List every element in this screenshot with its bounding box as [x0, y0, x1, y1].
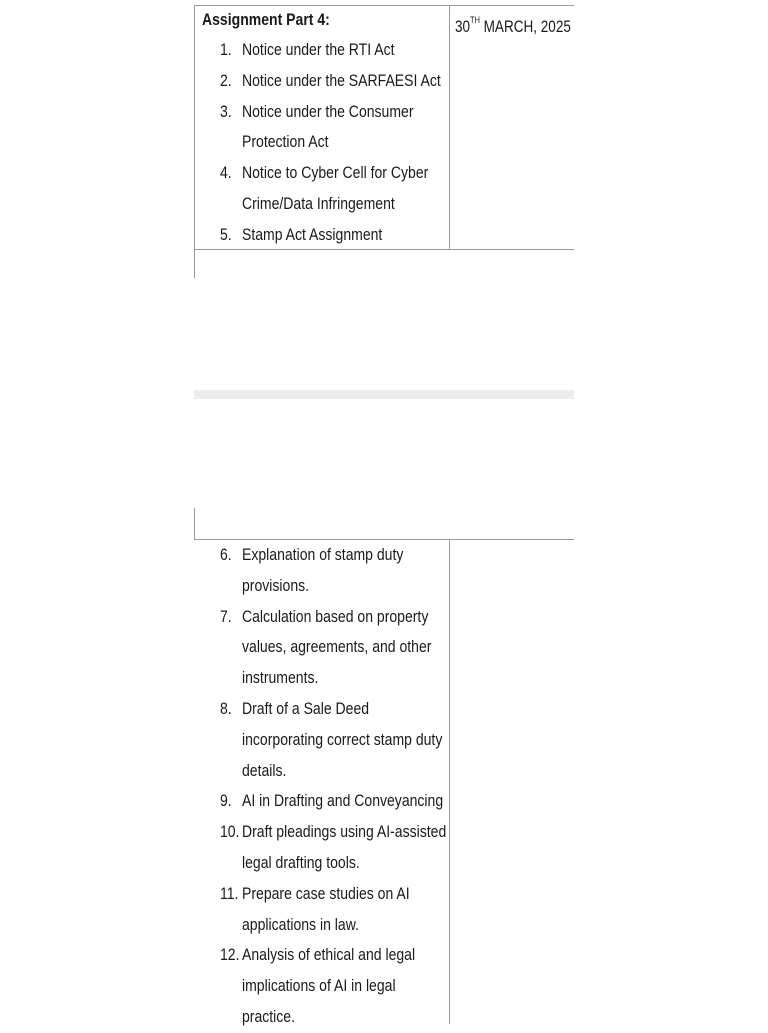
list-item-number: 9.	[220, 792, 232, 811]
list-item-number: 6.	[220, 546, 232, 564]
table-top-border	[194, 5, 574, 6]
list-item-text-line: Notice under the RTI Act	[242, 41, 395, 59]
list-item-number: 11.	[220, 884, 239, 903]
list-item-text-line: Stamp Act Assignment	[242, 225, 383, 244]
list-item-number: 10.	[220, 823, 240, 842]
submission-date: 30TH MARCH, 2025	[455, 15, 571, 36]
list-item-number: 12.	[220, 946, 240, 965]
page-separator	[194, 390, 574, 399]
list-item-text-line: practice.	[242, 1007, 296, 1026]
list-item-number: 5.	[220, 225, 232, 244]
list-item	[220, 97, 444, 159]
list-item-number: 8.	[220, 699, 232, 718]
assignment-list-part-a	[220, 35, 444, 251]
list-item-text-line: incorporating correct stamp duty	[242, 730, 443, 749]
list-item	[220, 694, 444, 786]
list-item-number: 2.	[220, 71, 232, 90]
list-item-text-line: Crime/Data Infringement	[242, 194, 395, 213]
list-item-text-line: legal drafting tools.	[242, 853, 360, 872]
list-item	[220, 220, 444, 251]
list-item	[220, 66, 444, 97]
list-item	[220, 786, 444, 817]
list-item	[220, 602, 444, 694]
list-item-text-line: Prepare case studies on AI	[242, 884, 410, 903]
list-item-text-line: Draft pleadings using AI-assisted	[242, 823, 447, 842]
list-item-text-line: Notice to Cyber Cell for Cyber	[242, 164, 429, 183]
list-item-text-line: Explanation of stamp duty	[242, 546, 404, 564]
list-item	[220, 35, 444, 66]
list-item-text-line: instruments.	[242, 669, 319, 688]
list-item-text-line: Calculation based on property	[242, 607, 429, 626]
table-column-divider	[449, 5, 450, 250]
list-item-text-line: Notice under the Consumer	[242, 102, 414, 121]
table-left-border	[194, 508, 195, 540]
list-item-text-line: AI in Drafting and Conveyancing	[242, 792, 444, 811]
assignment-list-part-b	[220, 540, 447, 1033]
list-item	[220, 879, 444, 941]
table-left-border	[194, 5, 195, 278]
list-item-text-line: applications in law.	[242, 915, 359, 934]
list-item-text-line: Draft of a Sale Deed	[242, 699, 370, 718]
list-item-text-line: Protection Act	[242, 133, 329, 152]
list-item-number: 1.	[220, 41, 232, 59]
list-item-text-line: details.	[242, 761, 287, 780]
assignment-heading: Assignment Part 4:	[202, 11, 330, 29]
list-item-text-line: provisions.	[242, 576, 310, 595]
list-item-number: 4.	[220, 164, 232, 183]
list-item-text-line: implications of AI in legal	[242, 977, 396, 996]
list-item	[220, 158, 444, 220]
list-item	[220, 940, 444, 1032]
list-item-number: 7.	[220, 607, 232, 626]
list-item-text-line: values, agreements, and other	[242, 638, 432, 657]
list-item-number: 3.	[220, 102, 232, 121]
list-item	[220, 817, 447, 879]
table-column-divider	[449, 539, 450, 1024]
list-item	[220, 540, 444, 602]
list-item-text-line: Analysis of ethical and legal	[242, 946, 416, 965]
list-item-text-line: Notice under the SARFAESI Act	[242, 71, 441, 90]
